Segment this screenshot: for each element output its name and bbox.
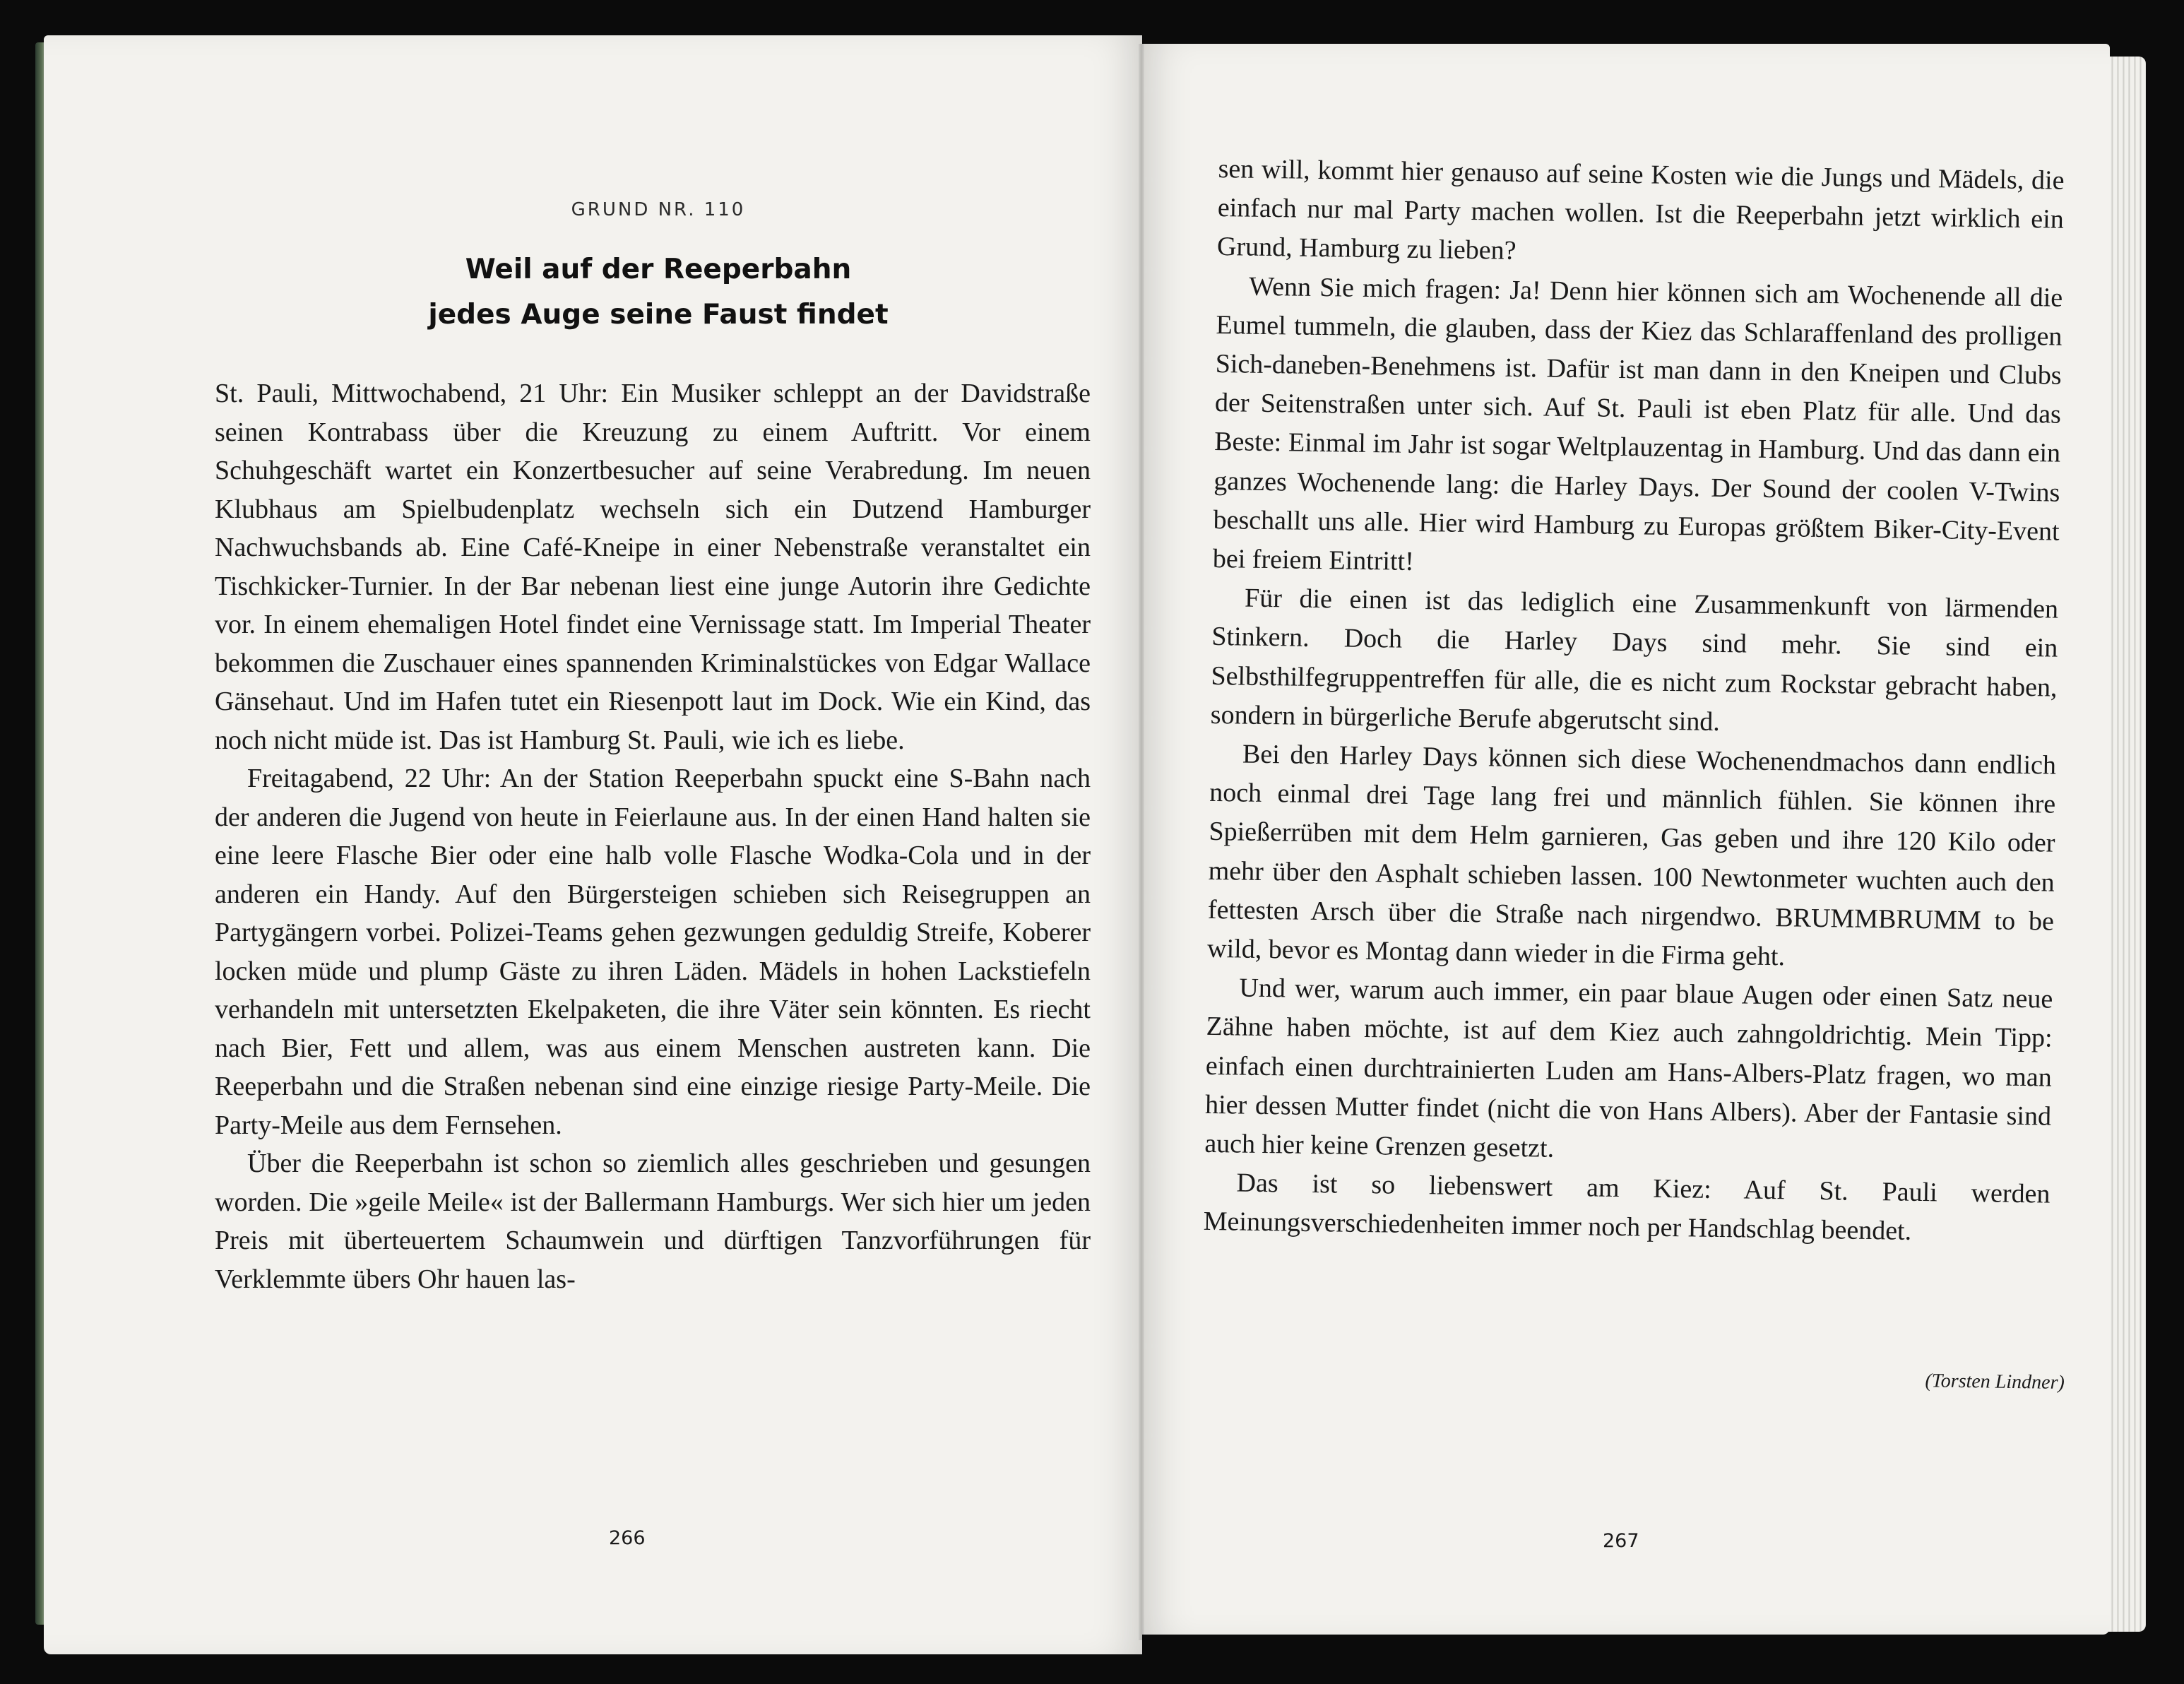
right-page (1142, 44, 2110, 1635)
page-number: 267 (1603, 1530, 1639, 1552)
left-page-body (215, 374, 1091, 1298)
paragraph: sen will, kommt hier genauso auf seine Kosten wie die Jungs und Mädels, die einfach nur mal Party machen wollen. Ist die Reeperbahn jetzt wirklich ein Grund, Hamburg zu lieben? (1216, 153, 2065, 266)
chapter-title (213, 247, 1103, 338)
paragraph: Über die Reeperbahn ist schon so ziemlich alles geschrieben und gesungen worden. Die »geile Meile« ist der Ballermann Hamburgs. Wer sich hier um jeden Preis mit überteuertem Schaumwein und dürftigen Tanzvorführungen für Verklemmte übers Ohr hauen las- (215, 1149, 1091, 1294)
left-page (44, 35, 1142, 1654)
paragraph: St. Pauli, Mittwochabend, 21 Uhr: Ein Musiker schleppt an der Davidstraße seinen Kontrabass über die Kreuzung zu einem Auftritt. Vor einem Schuhgeschäft wartet ein Konzertbesucher auf seine Verabredung. Im neuen Klubhaus am Spielbudenplatz wechseln sich ein Dutzend Hamburger Nachwuchsbands ab. Eine Café-Kneipe in einer Nebenstraße veranstaltet ein Tischkicker-Turnier. In der Bar nebenan liest eine junge Autorin ihre Gedichte vor. In einem ehemaligen Hotel findet eine Vernissage statt. Im Imperial Theater bekommen die Zuschauer eines spannenden Kriminalstückes von Edgar Wallace Gänsehaut. Und im Hafen tutet ein Riesenpott laut im Dock. Wie ein Kind, das noch nicht müde ist. Das ist Hamburg St. Pauli, wie ich es liebe. (215, 379, 1091, 755)
chapter-title-line-2: jedes Auge seine Faust findet (428, 299, 889, 331)
paragraph: Bei den Harley Days können sich diese Wochenendmachos dann endlich noch einmal drei Tage lang frei und männlich fühlen. Sie können ihre Spießerrüben mit dem Helm garnieren, Gas geben und ihre 120 Kilo oder mehr über den Asphalt schieben lassen. 100 Newtonmeter wuchten auch den fettesten Arsch über die Straße nach nirgendwo. BRUMMBRUMM to be wild, bevor es Montag dann wieder in die Firma geht. (1206, 739, 2057, 972)
chapter-label: GRUND NR. 110 (571, 199, 746, 220)
paragraph: Das ist so liebenswert am Kiez: Auf St. Pauli werden Meinungsverschiedenheiten immer noch per Handschlag beendet. (1203, 1168, 2051, 1247)
paragraph: Freitagabend, 22 Uhr: An der Station Reeperbahn spuckt eine S-Bahn nach der anderen die Jugend von heute in Feierlaune aus. In der einen Hand halten sie eine leere Flasche Bier oder eine halb volle Flasche Wodka-Cola und in der anderen ein Handy. Auf den Bürgersteigen schieben sich Reisegruppen an Partygängern vorbei. Polizei-Teams gehen gezwungen geduldig Streife, Koberer locken müde und plump Gäste zu ihren Läden. Mädels in hohen Lackstiefeln verhandeln mit untersetzten Ekelpaketen, die ihre Väter sein könnten. Es riecht nach Bier, Fett und allem, was aus einem Menschen austreten kann. Die Reeperbahn und die Straßen nebenan sind eine einzige riesige Party-Meile. Die Party-Meile aus dem Fernsehen. (215, 764, 1091, 1140)
chapter-title-line-1: Weil auf der Reeperbahn (465, 254, 852, 285)
book-gutter (1139, 44, 1144, 1640)
page-number: 266 (609, 1527, 646, 1549)
paragraph: Wenn Sie mich fragen: Ja! Denn hier können sich am Wochenende all die Eumel tummeln, die glauben, dass der Kiez das Schlaraffenland des prolligen Sich-daneben-Benehmens ist. Dafür ist man dann in den Kneipen und Clubs der Seitenstraßen unter sich. Auf St. Pauli ist eben Platz für alle. Und das Beste: Einmal im Jahr ist sogar Weltplauzentag in Hamburg. Und das dann ein ganzes Wochenende lang: die Harley Days. Der Sound der coolen V-Twins beschallt uns alle. Hier wird Hamburg zu Europas größtem Biker-City-Event bei freiem Eintritt! (1212, 271, 2063, 576)
paragraph: Und wer, warum auch immer, ein paar blaue Augen oder einen Satz neue Zähne haben möchte, ist auf dem Kiez auch zahngoldrichtig. Mein Tipp: einfach einen durchtrainierten Luden am Hans-Albers-Platz fragen, wo man hier dessen Mutter findet (nicht die von Hans Albers). Aber der Fantasie sind auch hier keine Grenzen gesetzt. (1204, 973, 2053, 1163)
right-page-body (1203, 150, 2064, 1253)
author-signature: (Torsten Lindner) (1925, 1370, 2065, 1394)
paragraph: Für die einen ist das lediglich eine Zusammenkunft von lärmenden Stinkern. Doch die Harley Days sind mehr. Sie sind ein Selbsthilfegruppentreffen für alle, die es nicht zum Rockstar gebracht haben, sondern in bürgerliche Berufe abgerutscht sind. (1210, 583, 2059, 737)
